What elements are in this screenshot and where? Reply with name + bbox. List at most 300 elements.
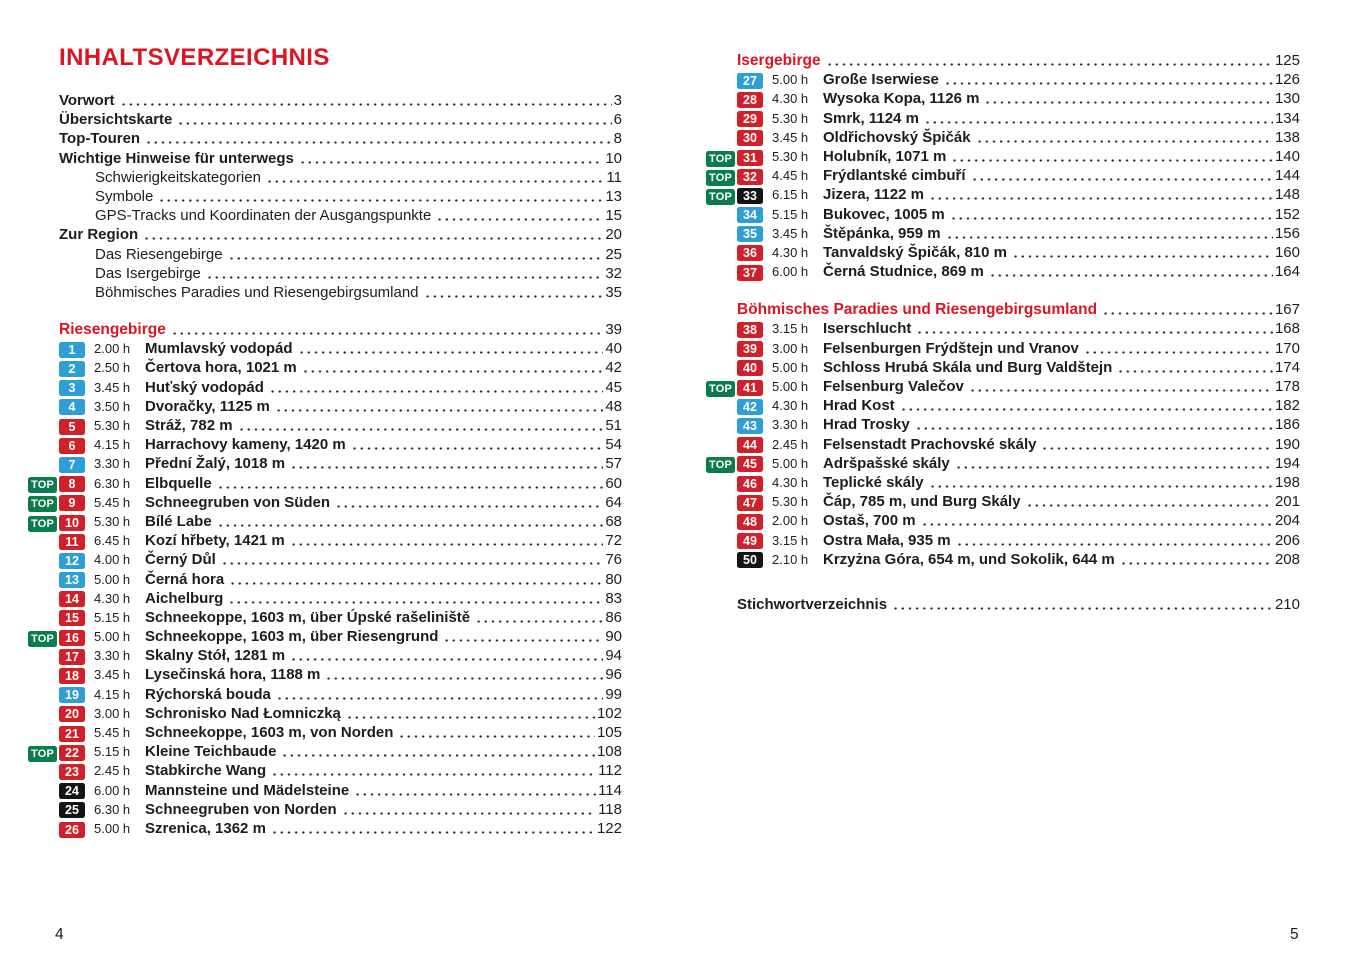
toc-entry-label: Zur Region bbox=[59, 226, 139, 244]
tour-row bbox=[706, 148, 1300, 167]
page-number: 99 bbox=[605, 685, 622, 703]
tour-row bbox=[28, 820, 622, 839]
leader-dots bbox=[120, 92, 612, 111]
tour-title: Černá hora bbox=[145, 570, 225, 588]
tour-duration: 4.30 h bbox=[94, 590, 131, 606]
tour-duration: 6.15 h bbox=[772, 187, 809, 203]
tour-number-badge: 30 bbox=[737, 130, 763, 146]
tour-number-badge: 18 bbox=[59, 668, 85, 684]
toc-entry-row bbox=[28, 207, 622, 226]
toc-entry-row bbox=[28, 111, 622, 130]
leader-dots bbox=[921, 512, 1273, 531]
leader-dots bbox=[177, 111, 611, 130]
page-number: 39 bbox=[605, 321, 622, 339]
tour-row bbox=[28, 628, 622, 647]
leader-dots bbox=[217, 513, 604, 532]
tour-number-badge: 32 bbox=[737, 169, 763, 185]
tour-title: Harrachovy kameny, 1420 m bbox=[145, 436, 346, 454]
tour-number-badge: 44 bbox=[737, 437, 763, 453]
leader-dots bbox=[924, 110, 1273, 129]
tour-number-badge: 6 bbox=[59, 438, 85, 454]
page-number: 112 bbox=[598, 762, 622, 780]
page-number: 118 bbox=[598, 800, 622, 818]
tour-row bbox=[28, 743, 622, 762]
leader-dots bbox=[955, 455, 1273, 474]
leader-dots bbox=[929, 186, 1273, 205]
leader-dots bbox=[984, 90, 1273, 109]
tour-number-badge: 11 bbox=[59, 534, 85, 550]
tour-number-badge: 3 bbox=[59, 380, 85, 396]
page-number: 8 bbox=[613, 130, 622, 148]
tour-number-badge: 48 bbox=[737, 514, 763, 530]
leader-dots bbox=[143, 226, 603, 245]
tour-title: Teplické skály bbox=[823, 473, 924, 491]
tour-title: Skalny Stół, 1281 m bbox=[145, 647, 286, 665]
page-number: 160 bbox=[1274, 243, 1300, 261]
top-badge-gutter bbox=[28, 475, 59, 493]
leader-dots bbox=[826, 52, 1273, 71]
tour-row bbox=[706, 378, 1300, 397]
tour-row bbox=[706, 493, 1300, 512]
tour-title: Kozí hřbety, 1421 m bbox=[145, 532, 285, 550]
leader-dots bbox=[1026, 493, 1273, 512]
tour-row bbox=[706, 416, 1300, 435]
page-number: 201 bbox=[1274, 493, 1300, 511]
tour-duration: 4.15 h bbox=[94, 437, 131, 453]
tour-row bbox=[706, 167, 1300, 186]
leader-dots bbox=[956, 532, 1273, 551]
toc-entry-label: Das Riesengebirge bbox=[95, 245, 223, 263]
page-number: 164 bbox=[1274, 263, 1300, 281]
tour-title: Szrenica, 1362 m bbox=[145, 819, 266, 837]
tour-row bbox=[706, 263, 1300, 282]
leader-dots bbox=[158, 188, 603, 207]
tour-title: Jizera, 1122 m bbox=[823, 186, 924, 204]
index-entry-row bbox=[706, 596, 1300, 615]
tour-number-badge: 24 bbox=[59, 783, 85, 799]
tour-duration: 2.50 h bbox=[94, 360, 131, 376]
toc-entry-label: Böhmisches Paradies und Riesengebirgsumland bbox=[95, 283, 419, 301]
leader-dots bbox=[271, 762, 596, 781]
tour-duration: 5.00 h bbox=[94, 629, 131, 645]
leader-dots bbox=[1012, 244, 1273, 263]
tour-title: Wysoka Kopa, 1126 m bbox=[823, 90, 980, 108]
leader-dots bbox=[351, 436, 604, 455]
leader-dots bbox=[229, 571, 603, 590]
page-number: 32 bbox=[605, 264, 622, 282]
tour-row bbox=[706, 225, 1300, 244]
tour-duration: 3.45 h bbox=[772, 225, 809, 241]
tour-row bbox=[28, 379, 622, 398]
page-number: 40 bbox=[605, 340, 622, 358]
leader-dots bbox=[971, 167, 1273, 186]
tour-row bbox=[28, 705, 622, 724]
tour-duration: 4.30 h bbox=[772, 91, 809, 107]
leader-dots bbox=[1041, 436, 1273, 455]
page-number: 76 bbox=[605, 551, 622, 569]
tour-number-badge: 41 bbox=[737, 380, 763, 396]
page-number: 194 bbox=[1274, 454, 1300, 472]
page-number: 210 bbox=[1274, 595, 1300, 613]
leader-dots bbox=[354, 782, 596, 801]
tour-duration: 3.00 h bbox=[94, 705, 131, 721]
tour-number-badge: 26 bbox=[59, 822, 85, 838]
page-number: 156 bbox=[1274, 224, 1300, 242]
leader-dots bbox=[275, 398, 604, 417]
top-badge-gutter bbox=[28, 744, 59, 762]
leader-dots bbox=[145, 130, 612, 149]
page-number: 168 bbox=[1274, 320, 1300, 338]
tour-title: Aichelburg bbox=[145, 589, 224, 607]
tour-duration: 4.00 h bbox=[94, 552, 131, 568]
page-number: 134 bbox=[1274, 109, 1300, 127]
tour-row bbox=[706, 129, 1300, 148]
page-number: 42 bbox=[605, 359, 622, 377]
tour-number-badge: 20 bbox=[59, 706, 85, 722]
tour-title: Elbquelle bbox=[145, 474, 212, 492]
tour-number-badge: 33 bbox=[737, 188, 763, 204]
tour-row bbox=[706, 244, 1300, 263]
tour-number-badge: 5 bbox=[59, 419, 85, 435]
tour-row bbox=[28, 801, 622, 820]
tour-title: Hrad Kost bbox=[823, 397, 895, 415]
tour-number-badge: 4 bbox=[59, 399, 85, 415]
tour-title: Tanvaldský Špičák, 810 m bbox=[823, 243, 1007, 261]
page-number: 35 bbox=[605, 283, 622, 301]
tour-title: Čertova hora, 1021 m bbox=[145, 359, 297, 377]
page-number: 11 bbox=[606, 168, 622, 186]
page-number: 130 bbox=[1274, 90, 1300, 108]
toc-entry-label: Top-Touren bbox=[59, 130, 141, 148]
page-number: 138 bbox=[1274, 128, 1300, 146]
tour-title: Hrad Trosky bbox=[823, 416, 910, 434]
tour-row bbox=[706, 90, 1300, 109]
leader-dots bbox=[276, 686, 603, 705]
leader-dots bbox=[342, 801, 596, 820]
page-number: 108 bbox=[596, 743, 622, 761]
page-number: 6 bbox=[613, 111, 622, 129]
toc-entry-row bbox=[28, 130, 622, 149]
page-number: 96 bbox=[605, 666, 622, 684]
tour-duration: 3.15 h bbox=[772, 532, 809, 548]
page-number: 140 bbox=[1274, 147, 1300, 165]
page-number: 167 bbox=[1274, 301, 1300, 319]
leader-dots bbox=[335, 494, 603, 513]
top-badge: TOP bbox=[706, 457, 735, 473]
tour-duration: 4.30 h bbox=[772, 398, 809, 414]
tour-title: Rýchorská bouda bbox=[145, 685, 271, 703]
tour-title: Stráž, 782 m bbox=[145, 417, 233, 434]
tour-row bbox=[706, 110, 1300, 129]
left-sections bbox=[28, 321, 622, 839]
tour-number-badge: 28 bbox=[737, 92, 763, 108]
tour-number-badge: 1 bbox=[59, 342, 85, 358]
tour-number-badge: 37 bbox=[737, 265, 763, 281]
top-badge: TOP bbox=[706, 381, 735, 397]
page-number: 94 bbox=[605, 647, 622, 665]
leader-dots bbox=[916, 320, 1273, 339]
tour-title: Dvoračky, 1125 m bbox=[145, 397, 270, 415]
tour-duration: 6.00 h bbox=[772, 264, 809, 280]
page-number: 198 bbox=[1274, 473, 1300, 491]
tour-row bbox=[706, 532, 1300, 551]
tour-title: Ostaš, 700 m bbox=[823, 512, 916, 530]
tour-title: Iserschlucht bbox=[823, 320, 912, 338]
tour-duration: 5.30 h bbox=[772, 494, 809, 510]
tour-row bbox=[28, 666, 622, 685]
tour-row bbox=[706, 186, 1300, 205]
folio-left: 4 bbox=[55, 926, 64, 943]
tour-title: Čáp, 785 m, und Burg Skály bbox=[823, 493, 1021, 511]
page-number: 51 bbox=[605, 417, 622, 434]
page-number: 60 bbox=[605, 474, 622, 492]
leader-dots bbox=[946, 225, 1273, 244]
tour-number-badge: 35 bbox=[737, 226, 763, 242]
toc-entry-label: Wichtige Hinweise für unterwegs bbox=[59, 149, 294, 167]
tour-duration: 5.45 h bbox=[94, 494, 131, 510]
page-number: 15 bbox=[605, 207, 622, 225]
toc-entry-label: Symbole bbox=[95, 187, 154, 205]
tour-number-badge: 42 bbox=[737, 399, 763, 415]
tour-row bbox=[706, 320, 1300, 339]
tour-row bbox=[28, 647, 622, 666]
tour-title: Stabkirche Wang bbox=[145, 762, 267, 780]
tour-duration: 4.15 h bbox=[94, 686, 131, 702]
tour-number-badge: 12 bbox=[59, 553, 85, 569]
tour-title: Schneekoppe, 1603 m, von Norden bbox=[145, 724, 394, 741]
tour-duration: 5.15 h bbox=[94, 609, 131, 625]
leader-dots bbox=[892, 596, 1273, 615]
leader-dots bbox=[266, 169, 605, 188]
page-number: 25 bbox=[605, 245, 622, 263]
leader-dots bbox=[228, 246, 604, 265]
leader-dots bbox=[325, 666, 603, 685]
tour-number-badge: 9 bbox=[59, 495, 85, 511]
leader-dots bbox=[346, 705, 595, 724]
page-number: 182 bbox=[1274, 397, 1300, 415]
page-number: 144 bbox=[1274, 167, 1300, 185]
leader-dots bbox=[271, 820, 595, 839]
leader-dots bbox=[206, 265, 603, 284]
leader-dots bbox=[269, 379, 603, 398]
page-number: 54 bbox=[605, 436, 622, 454]
tour-row bbox=[706, 397, 1300, 416]
toc-entry-label: Übersichtskarte bbox=[59, 111, 173, 129]
toc-entry-label: GPS-Tracks und Koordinaten der Ausgangspunkte bbox=[95, 207, 432, 225]
page-number: 148 bbox=[1274, 186, 1300, 204]
tour-title: Schneegruben von Norden bbox=[145, 800, 337, 818]
tour-number-badge: 46 bbox=[737, 476, 763, 492]
tour-duration: 3.00 h bbox=[772, 340, 809, 356]
tour-title: Oldřichovský Špičák bbox=[823, 128, 971, 146]
leader-dots bbox=[436, 207, 603, 226]
top-badge: TOP bbox=[28, 496, 57, 512]
tour-duration: 3.50 h bbox=[94, 398, 131, 414]
top-badge: TOP bbox=[706, 189, 735, 205]
tour-row bbox=[28, 686, 622, 705]
tour-duration: 2.45 h bbox=[94, 763, 131, 779]
page-right-column bbox=[706, 52, 1300, 615]
tour-number-badge: 23 bbox=[59, 764, 85, 780]
page-number: 114 bbox=[598, 781, 622, 799]
tour-row bbox=[706, 512, 1300, 531]
tour-title: Krzyżna Góra, 654 m, und Sokolik, 644 m bbox=[823, 550, 1115, 568]
tour-title: Smrk, 1124 m bbox=[823, 109, 919, 127]
page-number: 204 bbox=[1274, 512, 1300, 530]
tour-number-badge: 15 bbox=[59, 610, 85, 626]
leader-dots bbox=[944, 71, 1273, 90]
tour-title: Holubník, 1071 m bbox=[823, 147, 947, 165]
section-heading-row bbox=[706, 52, 1300, 71]
tour-number-badge: 2 bbox=[59, 361, 85, 377]
tour-number-badge: 25 bbox=[59, 802, 85, 818]
tour-row bbox=[28, 782, 622, 801]
tour-row bbox=[28, 590, 622, 609]
tour-number-badge: 43 bbox=[737, 418, 763, 434]
page-number: 20 bbox=[605, 226, 622, 244]
leader-dots bbox=[1102, 301, 1273, 320]
leader-dots bbox=[1120, 551, 1273, 570]
tour-row bbox=[706, 436, 1300, 455]
tour-row bbox=[28, 340, 622, 359]
tour-row bbox=[28, 513, 622, 532]
tour-title: Schneekoppe, 1603 m, über Riesengrund bbox=[145, 628, 439, 646]
leader-dots bbox=[290, 455, 603, 474]
tour-duration: 3.30 h bbox=[772, 417, 809, 433]
right-sections bbox=[706, 52, 1300, 570]
toc-entry-row bbox=[28, 169, 622, 188]
tour-row bbox=[28, 571, 622, 590]
leader-dots bbox=[171, 321, 604, 340]
tour-duration: 4.45 h bbox=[772, 168, 809, 184]
leader-dots bbox=[969, 378, 1273, 397]
tour-title: Štěpánka, 959 m bbox=[823, 224, 941, 242]
page-number: 64 bbox=[605, 493, 622, 511]
toc-entry-label: Das Isergebirge bbox=[95, 264, 201, 282]
page-number: 90 bbox=[605, 628, 622, 646]
tour-title: Große Iserwiese bbox=[823, 71, 939, 89]
tour-duration: 6.45 h bbox=[94, 533, 131, 549]
section-heading-row bbox=[706, 301, 1300, 320]
top-badge-gutter bbox=[28, 629, 59, 647]
page-number: 125 bbox=[1274, 52, 1300, 69]
leader-dots bbox=[989, 263, 1273, 282]
tour-duration: 5.00 h bbox=[772, 379, 809, 394]
top-badge-gutter bbox=[706, 379, 737, 397]
tour-duration: 6.30 h bbox=[94, 801, 131, 817]
tour-duration: 2.00 h bbox=[772, 513, 809, 529]
tour-title: Schronisko Nad Łomniczką bbox=[145, 704, 341, 722]
tour-duration: 4.30 h bbox=[772, 474, 809, 490]
leader-dots bbox=[976, 129, 1273, 148]
tour-duration: 5.30 h bbox=[772, 148, 809, 164]
tour-row bbox=[706, 551, 1300, 570]
tour-row bbox=[28, 762, 622, 781]
tour-row bbox=[28, 724, 622, 743]
tour-title: Felsenburg Valečov bbox=[823, 378, 964, 395]
top-badge-gutter bbox=[28, 494, 59, 512]
tour-title: Mannsteine und Mädelsteine bbox=[145, 781, 350, 799]
page-number: 122 bbox=[596, 819, 622, 837]
toc-section bbox=[706, 301, 1300, 570]
page-number: 178 bbox=[1274, 378, 1300, 395]
leader-dots bbox=[290, 532, 604, 551]
page-number: 80 bbox=[605, 570, 622, 588]
tour-title: Schneegruben von Süden bbox=[145, 493, 331, 511]
page-number: 13 bbox=[605, 187, 622, 205]
tour-title: Frýdlantské cimbuří bbox=[823, 167, 966, 185]
toc-entry-row bbox=[28, 226, 622, 245]
tour-duration: 5.30 h bbox=[94, 513, 131, 529]
page-left-column bbox=[28, 44, 622, 839]
tour-title: Mumlavský vodopád bbox=[145, 340, 293, 358]
tour-number-badge: 47 bbox=[737, 495, 763, 511]
page-number: 152 bbox=[1274, 205, 1300, 223]
tour-title: Bukovec, 1005 m bbox=[823, 205, 945, 223]
tour-title: Schneekoppe, 1603 m, über Úpské rašeliniště bbox=[145, 608, 471, 626]
leader-dots bbox=[951, 148, 1273, 167]
top-badge: TOP bbox=[28, 631, 57, 647]
tour-number-badge: 45 bbox=[737, 456, 763, 472]
tour-title: Kleine Teichbaude bbox=[145, 743, 277, 761]
page-number: 170 bbox=[1274, 339, 1300, 357]
leader-dots bbox=[424, 284, 604, 303]
tour-title: Černý Důl bbox=[145, 551, 216, 569]
toc-entry-row bbox=[28, 188, 622, 207]
tour-title: Ostra Mała, 935 m bbox=[823, 531, 951, 549]
tour-row bbox=[28, 532, 622, 551]
tour-duration: 5.15 h bbox=[94, 744, 131, 760]
leader-dots bbox=[915, 416, 1273, 435]
top-badge-gutter bbox=[706, 187, 737, 205]
tour-duration: 3.45 h bbox=[94, 667, 131, 683]
tour-duration: 3.30 h bbox=[94, 648, 131, 664]
page-number: 45 bbox=[605, 378, 622, 396]
tour-row bbox=[28, 551, 622, 570]
page-number: 57 bbox=[605, 455, 622, 473]
tour-duration: 2.10 h bbox=[772, 551, 809, 567]
leader-dots bbox=[238, 417, 604, 436]
tour-duration: 5.00 h bbox=[94, 571, 131, 587]
page-number: 48 bbox=[605, 397, 622, 415]
tour-duration: 4.30 h bbox=[772, 244, 809, 260]
tour-number-badge: 22 bbox=[59, 745, 85, 761]
tour-title: Adršpašské skály bbox=[823, 454, 950, 472]
leader-dots bbox=[228, 590, 603, 609]
leader-dots bbox=[290, 647, 603, 666]
tour-duration: 5.30 h bbox=[772, 110, 809, 126]
toc-section bbox=[28, 321, 622, 839]
tour-row bbox=[28, 359, 622, 378]
page-title: INHALTSVERZEICHNIS bbox=[59, 44, 330, 71]
toc-entry-row bbox=[28, 246, 622, 265]
toc-entry-row bbox=[28, 265, 622, 284]
leader-dots bbox=[475, 609, 603, 628]
tour-title: Felsenstadt Prachovské skály bbox=[823, 435, 1037, 453]
tour-row bbox=[28, 494, 622, 513]
top-badge-gutter bbox=[706, 455, 737, 473]
tour-title: Bílé Labe bbox=[145, 512, 212, 530]
page-number: 174 bbox=[1274, 358, 1300, 376]
tour-duration: 6.30 h bbox=[94, 475, 131, 491]
top-badge-gutter bbox=[706, 168, 737, 186]
top-badge: TOP bbox=[28, 477, 57, 493]
tour-number-badge: 39 bbox=[737, 341, 763, 357]
leader-dots bbox=[398, 724, 595, 743]
page-number: 105 bbox=[596, 724, 622, 741]
page-number: 186 bbox=[1274, 416, 1300, 434]
tour-number-badge: 49 bbox=[737, 533, 763, 549]
